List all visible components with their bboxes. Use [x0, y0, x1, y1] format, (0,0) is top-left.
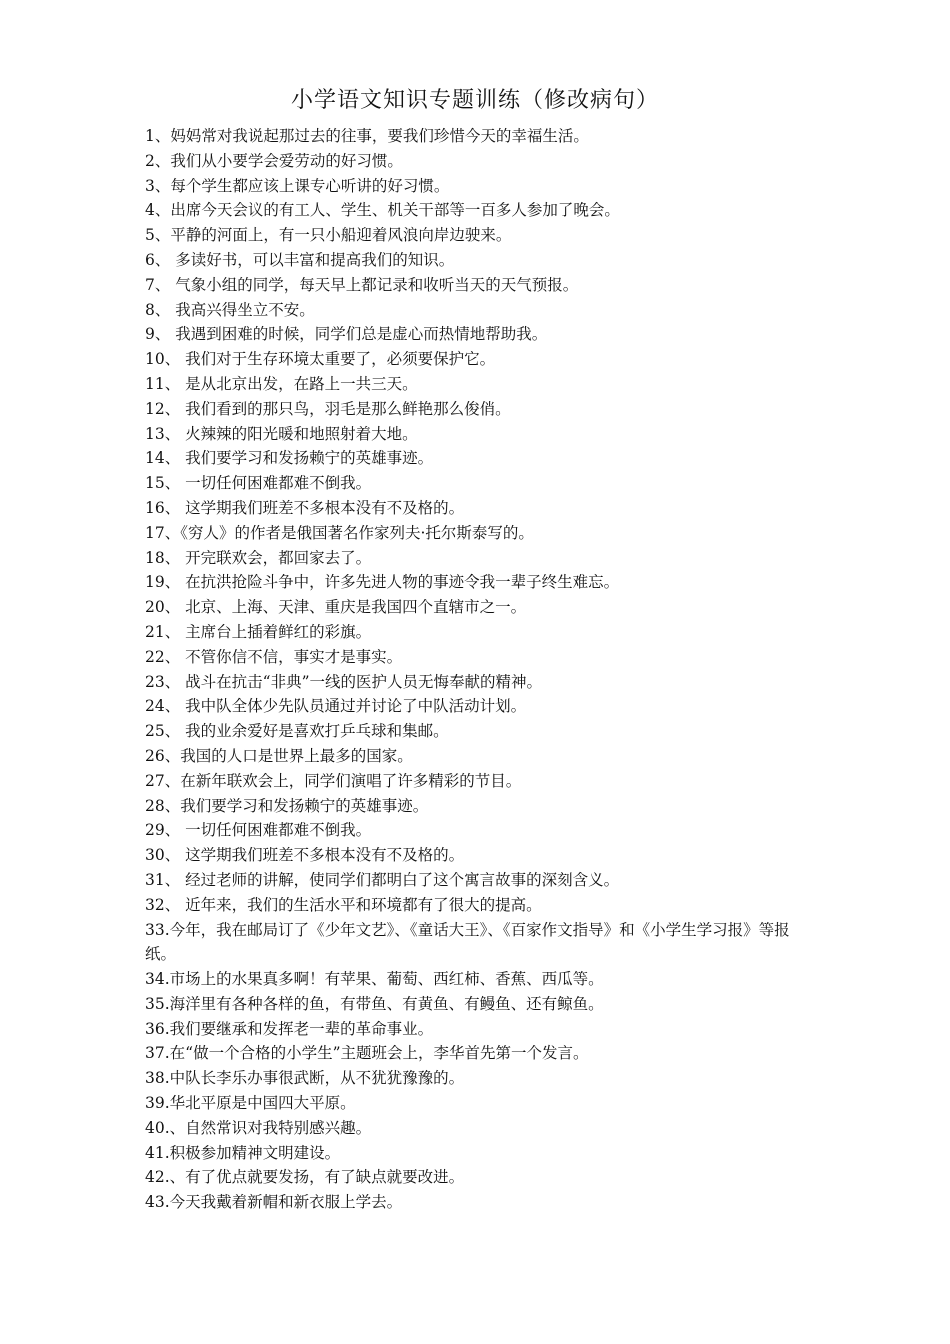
sentence-item: 13、 火辣辣的阳光暖和地照射着大地。	[145, 424, 418, 443]
sentence-item: 14、 我们要学习和发扬赖宁的英雄事迹。	[145, 449, 434, 468]
sentence-item: 30、 这学期我们班差不多根本没有不及格的。	[145, 846, 465, 865]
sentence-item: 24、 我中队全体少先队员通过并讨论了中队活动计划。	[145, 697, 527, 716]
sentence-item: 39.华北平原是中国四大平原。	[145, 1094, 356, 1113]
sentence-list	[145, 124, 825, 1215]
sentence-item: 35.海洋里有各种各样的鱼，有带鱼、有黄鱼、有鳗鱼、还有鲸鱼。	[145, 994, 604, 1013]
sentence-item: 15、 一切任何困难都难不倒我。	[145, 474, 372, 493]
sentence-item: 2、我们从小要学会爱劳动的好习惯。	[145, 151, 403, 170]
sentence-item: 28、我们要学习和发扬赖宁的英雄事迹。	[145, 796, 429, 815]
sentence-item: 6、 多读好书，可以丰富和提高我们的知识。	[145, 250, 455, 269]
sentence-item: 37.在“做一个合格的小学生”主题班会上，李华首先第一个发言。	[145, 1044, 589, 1063]
sentence-item: 31、 经过老师的讲解，使同学们都明白了这个寓言故事的深刻含义。	[145, 870, 620, 889]
sentence-item: 42.、有了优点就要发扬，有了缺点就要改进。	[145, 1168, 465, 1187]
sentence-item: 5、平静的河面上，有一只小船迎着风浪向岸边驶来。	[145, 226, 512, 245]
sentence-item: 11、 是从北京出发，在路上一共三天。	[145, 374, 418, 393]
sentence-item: 10、 我们对于生存环境太重要了，必须要保护它。	[145, 350, 496, 369]
sentence-item: 25、 我的业余爱好是喜欢打乒乓球和集邮。	[145, 722, 449, 741]
sentence-item: 36.我们要继承和发挥老一辈的革命事业。	[145, 1019, 434, 1038]
sentence-item: 26、我国的人口是世界上最多的国家。	[145, 746, 413, 765]
sentence-item: 18、 开完联欢会，都回家去了。	[145, 548, 372, 567]
document-title: 小学语文知识专题训练（修改病句）	[290, 88, 659, 113]
sentence-item: 20、 北京、上海、天津、重庆是我国四个直辖市之一。	[145, 598, 527, 617]
sentence-item: 9、 我遇到困难的时候，同学们总是虚心而热情地帮助我。	[145, 325, 548, 344]
sentence-item: 21、 主席台上插着鲜红的彩旗。	[145, 622, 372, 641]
sentence-item: 23、 战斗在抗击“非典”一线的医护人员无悔奉献的精神。	[145, 672, 543, 691]
sentence-item: 4、出席今天会议的有工人、学生、机关干部等一百多人参加了晚会。	[145, 201, 620, 220]
sentence-item: 34.市场上的水果真多啊！有苹果、葡萄、西红柿、香蕉、西瓜等。	[145, 970, 604, 989]
sentence-item: 27、在新年联欢会上，同学们演唱了许多精彩的节目。	[145, 771, 522, 790]
sentence-item: 29、 一切任何困难都难不倒我。	[145, 821, 372, 840]
sentence-item: 38.中队长李乐办事很武断，从不犹犹豫豫的。	[145, 1069, 465, 1088]
sentence-item: 8、 我高兴得坐立不安。	[145, 300, 315, 319]
sentence-item: 3、每个学生都应该上课专心听讲的好习惯。	[145, 176, 450, 195]
sentence-item: 7、 气象小组的同学，每天早上都记录和收听当天的天气预报。	[145, 275, 579, 294]
sentence-item: 12、 我们看到的那只鸟，羽毛是那么鲜艳那么俊俏。	[145, 399, 511, 418]
sentence-item: 41.积极参加精神文明建设。	[145, 1143, 341, 1162]
sentence-item: 17、《穷人》的作者是俄国著名作家列夫·托尔斯泰写的。	[145, 523, 534, 542]
sentence-item: 1、妈妈常对我说起那过去的往事，要我们珍惜今天的幸福生活。	[145, 127, 589, 145]
sentence-item: 43.今天我戴着新帽和新衣服上学去。	[145, 1193, 403, 1212]
sentence-item: 40.、自然常识对我特别感兴趣。	[145, 1118, 372, 1137]
sentence-item: 19、 在抗洪抢险斗争中，许多先进人物的事迹令我一辈子终生难忘。	[145, 573, 620, 592]
sentence-item: 32、 近年来，我们的生活水平和环境都有了很大的提高。	[145, 895, 542, 914]
sentence-item: 33.今年，我在邮局订了《少年文艺》、《童话大王》、《百家作文指导》和《小学生学习报》等报纸。	[145, 920, 790, 964]
sentence-item: 16、 这学期我们班差不多根本没有不及格的。	[145, 498, 465, 517]
sentence-item: 22、 不管你信不信，事实才是事实。	[145, 647, 403, 666]
